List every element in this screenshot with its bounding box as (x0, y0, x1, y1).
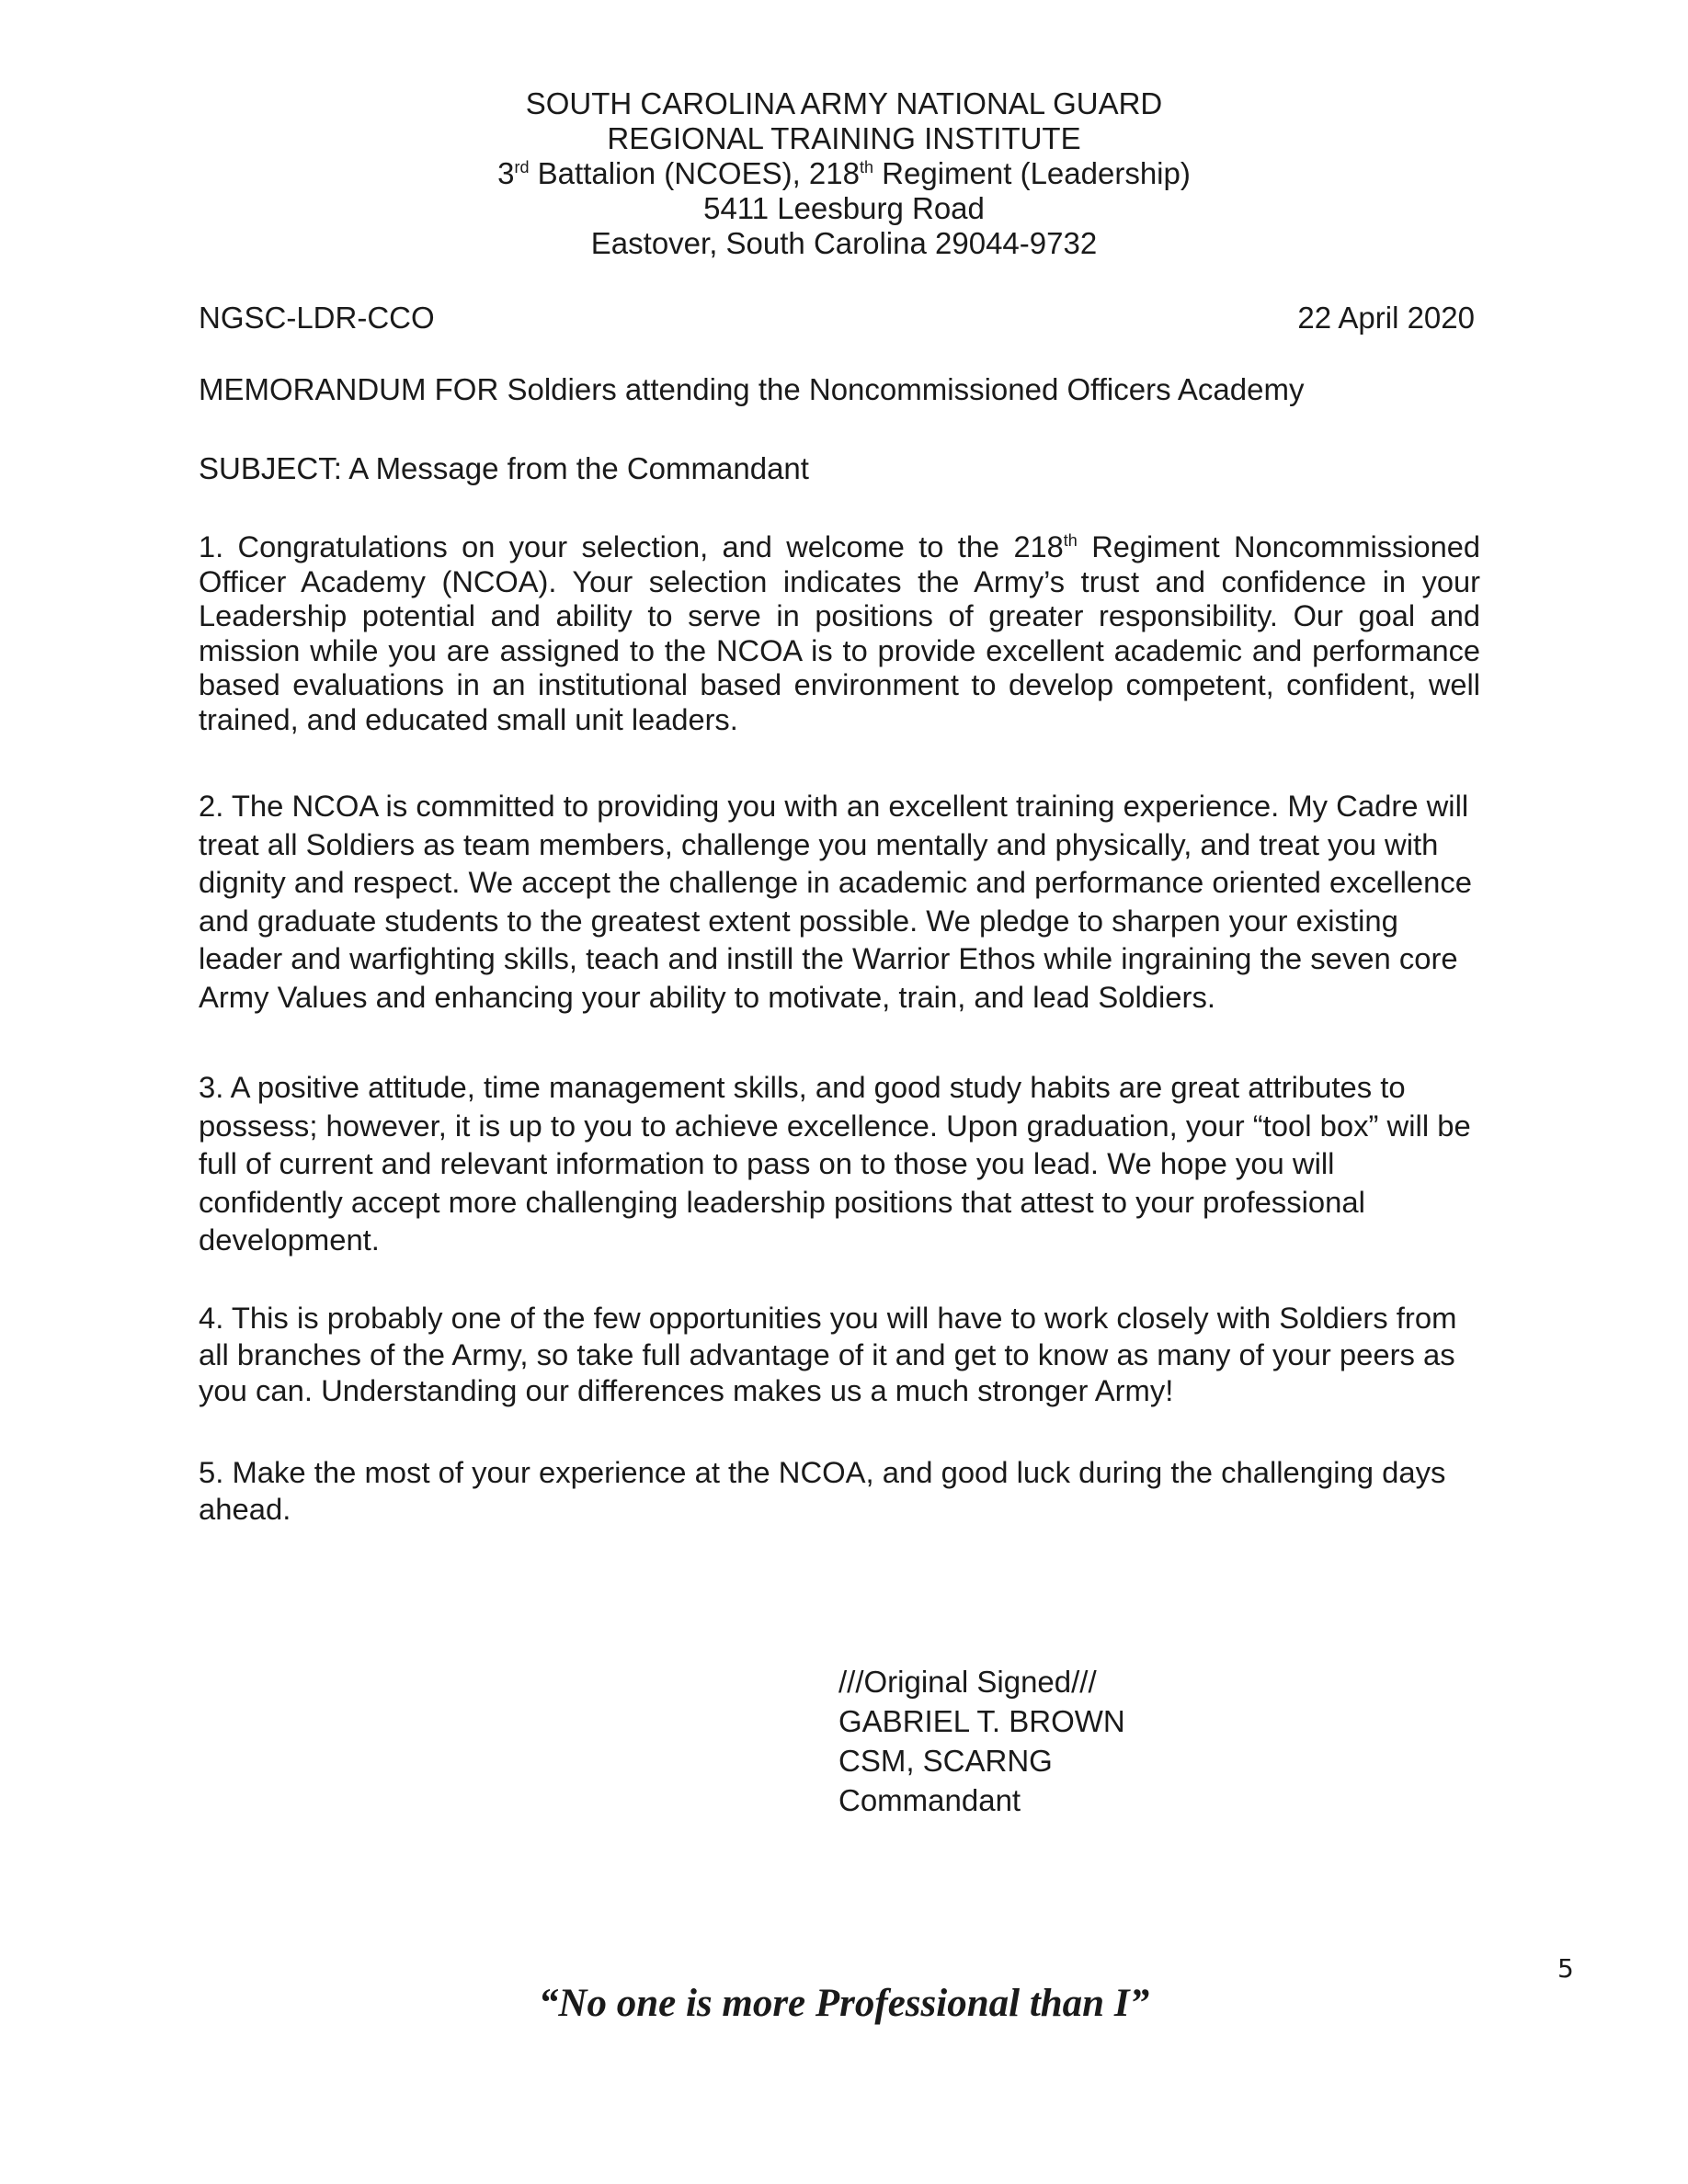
letterhead (0, 86, 1688, 261)
subject-line: SUBJECT: A Message from the Commandant (199, 451, 809, 485)
paragraph-2: 2. The NCOA is committed to providing you with an excellent training experience. My Cadre will treat all Soldiers as team members, challenge you mentally and physically, and treat you with dignity and respect. We accept the challenge in academic and performance oriented excellence and graduate students to the greatest extent possible. We pledge to sharpen your existing leader and warfighting skills, teach and instill the Warrior Ethos while ingraining the seven core Army Values and enhancing your ability to motivate, train, and lead Soldiers. (199, 789, 1472, 1014)
letterhead-line-battalion (0, 156, 1688, 191)
battalion-ordinal-suffix: rd (514, 158, 530, 176)
battalion-number: 3 (497, 156, 515, 190)
letterhead-line-city: Eastover, South Carolina 29044-9732 (590, 226, 1098, 260)
letterhead-line-street: 5411 Leesburg Road (703, 191, 985, 225)
paragraph-3: 3. A positive attitude, time management skills, and good study habits are great attributes to possess; however, it is up to you to achieve excellence. Upon graduation, your “tool box” will be full of current and relevant information to pass on to those you lead. We hope you will confidently accept more challenging leadership positions that attest to your professional development. (199, 1070, 1471, 1257)
paragraph-4: 4. This is probably one of the few opportunities you will have to work closely with Soldiers from all branches of the Army, so take full advantage of it and get to know as many of your peers as you can. Understanding our differences makes us a much stronger Army! (199, 1301, 1457, 1407)
battalion-text: Battalion (NCOES), 218 (529, 156, 860, 190)
signature-original-signed: ///Original Signed/// (838, 1665, 1097, 1699)
signer-title: Commandant (838, 1783, 1021, 1817)
regiment-text: Regiment (Leadership) (873, 156, 1191, 190)
letterhead-line-organization: SOUTH CAROLINA ARMY NATIONAL GUARD (525, 86, 1163, 120)
paragraph-1-text-start: 1. Congratulations on your selection, and welcome to the 218 (199, 529, 1064, 563)
signer-name: GABRIEL T. BROWN (838, 1704, 1125, 1738)
footer-motto: “No one is more Professional than I” (538, 1982, 1150, 2025)
paragraph-1-text-end: Regiment Noncommissioned Officer Academy (NCOA). Your selection indicates the Army’s trust and confidence in your Leadership potential and ability to serve in positions of greater responsibility. Our goal and mission while you are assigned to the NCOA is to provide excellent academic and performance based evaluations in an institutional based environment to develop competent, confident, well trained, and educated small unit leaders. (199, 529, 1480, 736)
regiment-ordinal-suffix: th (860, 158, 874, 176)
paragraph-1-ordinal-suffix: th (1063, 531, 1078, 550)
page-number: 5 (1557, 1953, 1574, 1984)
letterhead-line-institute: REGIONAL TRAINING INSTITUTE (607, 121, 1081, 155)
office-symbol: NGSC-LDR-CCO (199, 301, 435, 335)
paragraph-1 (199, 529, 1480, 736)
memo-date: 22 April 2020 (1297, 301, 1475, 335)
signature-block (838, 1662, 1125, 1820)
paragraph-5: 5. Make the most of your experience at the NCOA, and good luck during the challenging days ahead. (199, 1455, 1446, 1526)
signer-rank: CSM, SCARNG (838, 1744, 1053, 1778)
memorandum-for-line: MEMORANDUM FOR Soldiers attending the Noncommissioned Officers Academy (199, 372, 1305, 406)
